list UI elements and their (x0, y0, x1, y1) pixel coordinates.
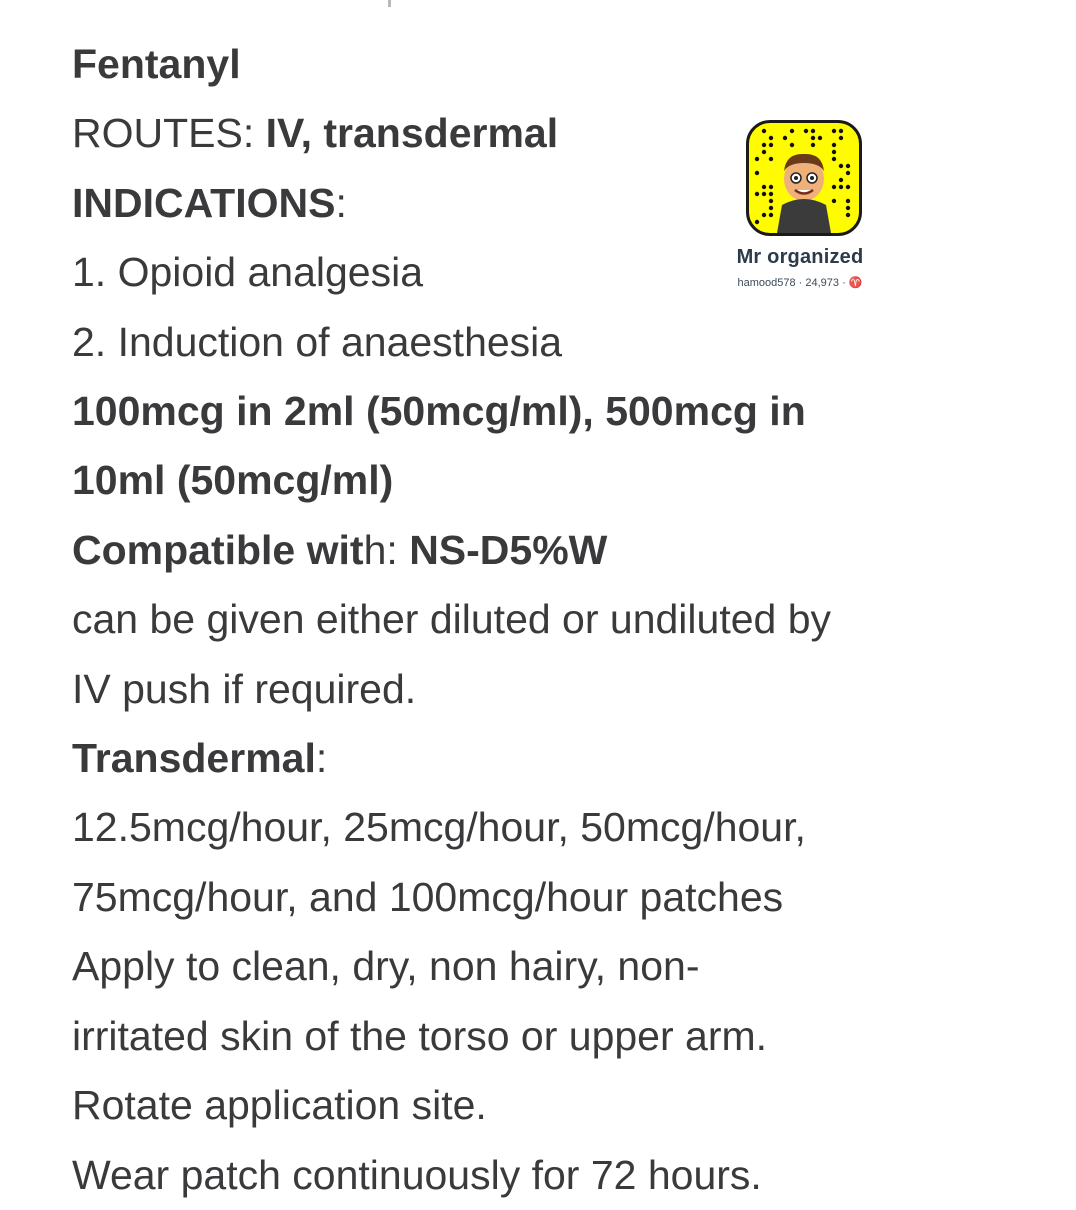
snapcode-dot (769, 143, 773, 147)
snapcode-dot (839, 185, 843, 189)
snapcode-dot (846, 164, 850, 168)
snapcode-separator: · (798, 277, 803, 289)
strength-line: 100mcg in 2ml (50mcg/ml), 500mcg in (72, 388, 806, 435)
snapcode-dot (839, 129, 843, 133)
note-title: Fentanyl (72, 41, 241, 87)
compatible-label-tail: h (363, 526, 387, 573)
patch-line: 12.5mcg/hour, 25mcg/hour, 50mcg/hour, (72, 804, 806, 851)
snapcode-dot (755, 171, 759, 175)
compatible-colon: : (386, 526, 410, 573)
routes-label: ROUTES: (72, 110, 266, 157)
snapcode-dot (811, 143, 815, 147)
snapcode-watermark (700, 110, 900, 300)
patch-line: 75mcg/hour, and 100mcg/hour patches (72, 873, 784, 920)
snapcode-dot (762, 129, 766, 133)
snapcode-dot (762, 143, 766, 147)
patch-line: irritated skin of the torso or upper arm. (72, 1012, 768, 1059)
snapcode-dot (755, 192, 759, 196)
patch-line: Apply to clean, dry, non hairy, non- (72, 943, 700, 990)
snapcode-dot (846, 199, 850, 203)
snapcode-dot (846, 213, 850, 217)
snapcode-dot (839, 164, 843, 168)
indication-item: 2. Induction of anaesthesia (72, 318, 563, 365)
snapcode-dot (832, 199, 836, 203)
snapcode-dot (755, 157, 759, 161)
snapcode-dot (783, 136, 787, 140)
iv-line: can be given either diluted or undiluted by (72, 596, 832, 643)
snapcode-dot (762, 185, 766, 189)
snapcode-dot (769, 199, 773, 203)
snapcode-dot (832, 150, 836, 154)
snapcode-dot (839, 136, 843, 140)
snapcode-dot (769, 213, 773, 217)
snapcode-meta (700, 276, 900, 289)
snapcode-dot (769, 157, 773, 161)
snapcode-dot (769, 185, 773, 189)
snapcode-bitmoji-icon (746, 120, 862, 236)
snapcode-dot (832, 157, 836, 161)
snapcode-dot (762, 150, 766, 154)
snapcode-separator: · (842, 277, 846, 289)
indications-label: INDICATIONS (72, 179, 336, 226)
compatible-value: NS-D5%W (409, 526, 608, 573)
patch-line: Rotate application site. (72, 1082, 487, 1129)
snapcode-dot (755, 220, 759, 224)
strength-line: 10ml (50mcg/ml) (72, 457, 394, 504)
snapcode-dot (832, 129, 836, 133)
snapcode-score: 24,973 (805, 277, 840, 289)
snapcode-display-name: Mr organized (736, 246, 864, 268)
transdermal-label: Transdermal (72, 735, 316, 782)
snapcode-dot (762, 213, 766, 217)
snapcode-dot (769, 192, 773, 196)
snapcode-dot (769, 136, 773, 140)
snapcode-dot (790, 143, 794, 147)
snapcode-dot (818, 136, 822, 140)
top-divider-tick (388, 0, 391, 7)
transdermal-colon: : (315, 735, 328, 782)
snapcode-username: hamood578 (737, 277, 796, 289)
routes-value: IV, transdermal (265, 110, 559, 157)
patch-line: Wear patch continuously for 72 hours. (72, 1151, 762, 1198)
snapcode-dot (790, 129, 794, 133)
snapcode-dot (769, 206, 773, 210)
snapcode-dot (811, 136, 815, 140)
snapcode-dot (839, 178, 843, 182)
iv-line: IV push if required. (72, 665, 417, 712)
zodiac-icon: ♈ (848, 277, 863, 289)
snapcode-dot (832, 143, 836, 147)
compatible-label: Compatible wit (72, 526, 364, 573)
indication-item: 1. Opioid analgesia (72, 249, 424, 296)
snapcode-dot (846, 206, 850, 210)
snapcode-dot (804, 129, 808, 133)
snapcode-dot (846, 171, 850, 175)
transdermal-heading (72, 724, 1032, 793)
snapcode-dot (762, 192, 766, 196)
snapcode-dot (846, 185, 850, 189)
snapcode-dot (832, 185, 836, 189)
compatible-line (72, 516, 1032, 585)
indications-colon: : (335, 179, 347, 226)
snapcode-dot (811, 129, 815, 133)
